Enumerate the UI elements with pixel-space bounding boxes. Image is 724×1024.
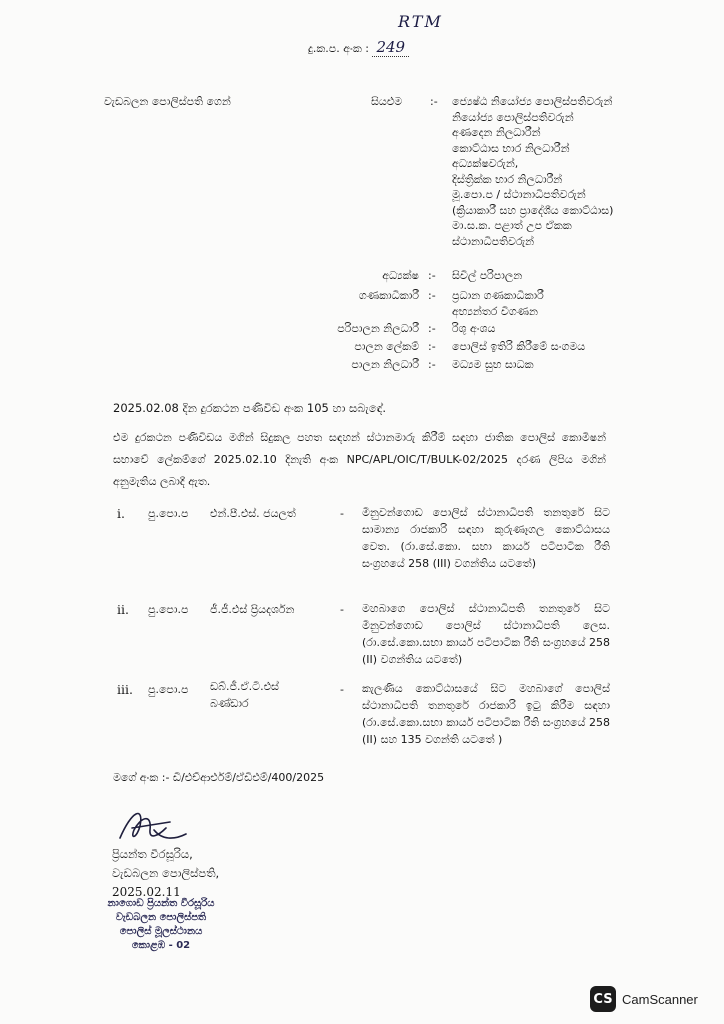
recipient: (ක්‍රියාකාරී සහ ප්‍රාදේශීය කොට්ඨාස): [452, 203, 614, 217]
signatory-title: වැඩබලන පොලිස්පති,: [112, 866, 220, 880]
to-label: සියළුම: [371, 95, 403, 108]
stamp-line: නාගොඩ ප්‍රියන්ත වීරසූරිය: [107, 898, 215, 909]
my-reference: මගේ අංක :- ඩී/එච්ආර්එම්/ඒඩීඑම්/400/2025: [113, 771, 325, 784]
recipient: මා.ස.ක. පළාත් උප ඒකක: [452, 219, 572, 232]
signatory-name: ප්‍රියන්ත වීරසූරිය,: [112, 847, 193, 861]
copy-value: අභ්‍යන්තර විගණන: [452, 305, 538, 318]
camscanner-watermark: [590, 986, 698, 1012]
handwritten-note: RTM: [398, 12, 443, 31]
reference-header: [308, 40, 409, 57]
reference-value: 249: [372, 38, 409, 57]
copy-label: ගණකාධිකාරී: [358, 289, 419, 302]
item-officer-name: එන්.පී.එස්. ජයලත්: [210, 507, 296, 520]
signature-block: [112, 845, 219, 902]
signature-mark: [110, 800, 200, 850]
copy-label: පාලන නිලධාරී: [351, 358, 419, 371]
item-number: i.: [117, 506, 125, 521]
body-paragraph: එම දුරකථන පණිවිඩය මගින් සිදුකල පහත සඳහන් ස්ථානමාරු කිරීම් සඳහා ජාතික පොලිස් කොමිෂන් සභාවේ ලේකම්ගේ 2025.02.10 දිනැති අංක NPC/APL/OIC/T/BULK-02/2025 දරණ ලිපිය මගින් අනුමැතිය ලබාදී ඇත.: [113, 431, 606, 488]
item-dash: -: [340, 683, 344, 696]
item-detail: කැලණිය කොට්ඨාසයේ සිට මහබාගේ පොලිස් ස්ථානාධිපති තනතුරේ රාජකාරි ඉටු කිරීම සඳහා (රා.සේ.කො.සභා කාර්ය පටිපාටික රීති සංග්‍රහයේ 258 (II) සහ 135 වගන්ති යටතේ ): [362, 682, 610, 746]
copy-colon: :-: [428, 322, 436, 335]
subject-line: 2025.02.08 දින දුරකථන පණිවිඩ අංක 105 හා සබැඳේ.: [113, 401, 387, 415]
camscanner-logo-icon: CS: [590, 986, 616, 1012]
item-number: ii.: [117, 602, 129, 617]
copy-colon: :-: [428, 289, 436, 302]
recipient: අණදෙන නිලධාරීන්: [452, 126, 541, 139]
recipient-list: [452, 94, 613, 249]
stamp-line: වැඩබලන පොලිස්පති: [115, 912, 207, 923]
item-officer-name: ඩබ්.ජී.ඒ.ටී.එස් බණ්ඩාර: [210, 680, 279, 710]
sender: වැඩබලන පොලිස්පති ගෙන්: [104, 95, 231, 108]
copy-value: සිවිල් පරිපාලන: [452, 269, 523, 282]
camscanner-label: CamScanner: [622, 991, 698, 1007]
recipient: කොට්ඨාස භාර නිලධාරීන්: [452, 141, 570, 155]
official-stamp: [96, 897, 226, 953]
item-dash: -: [340, 507, 344, 520]
item-rank: පු.පො.ප: [148, 683, 189, 696]
copy-colon: :-: [428, 340, 436, 353]
stamp-line: පොලිස් මූලස්ථානය: [119, 926, 203, 937]
stamp-line: කොළඹ - 02: [131, 940, 191, 951]
item-officer-name: ජී.ජී.එස් ප්‍රියදර්ශන: [210, 603, 295, 616]
copy-value: පොලිස් ඉතිරි කිරීමේ සංගමය: [452, 340, 586, 353]
item-rank: පු.පො.ප: [148, 507, 189, 520]
copy-colon: :-: [428, 358, 436, 371]
item-detail: මහබාගෙ පොලිස් ස්ථානාධිපති තනතුරේ සිට මීනුවන්ගොඩ පොලිස් ස්ථානාධිපති ලෙස. (රා.සේ.කො.සභා කාර්ය පටිපාටික රීති සංග්‍රහයේ 258 (II) වගන්තිය යටතේ): [362, 602, 610, 666]
item-detail: මීනුවන්ගොඩ පොලිස් ස්ථානාධිපති තනතුරේ සිට සාමාන්‍ය රාජකාරි සඳහා කුරුණෑගල කොට්ඨාසය වෙත. (රා.සේ.කො. සභා කාර්ය පටිපාටික රීති සංග්‍රහයේ 258 (III) වගන්තිය යටතේ): [362, 506, 610, 570]
signature-date: 2025.02.11: [112, 885, 181, 899]
recipient: මූ.පො.ප / ස්ථානාධිපතිවරුන්: [452, 188, 586, 201]
recipient: දිස්ත්‍රික්ක භාර නිලධාරීන්: [452, 172, 563, 186]
copy-colon: :-: [428, 269, 436, 282]
item-rank: පු.පො.ප: [148, 603, 189, 616]
copy-value: ප්‍රධාන ගණකාධිකාරී: [452, 289, 544, 302]
item-number: iii.: [117, 682, 133, 697]
copy-label: අධ්‍යක්ෂ: [382, 269, 419, 282]
recipient: ස්ථානාධිපතිවරුන්: [452, 234, 535, 248]
item-dash: -: [340, 603, 344, 616]
recipient: අධ්‍යක්ෂවරුන්,: [452, 157, 519, 170]
recipient: ජ්‍යෙෂ්ඨ නියෝජ්‍ය පොලිස්පතිවරුන්: [452, 95, 613, 108]
reference-label: දු.ක.ප. අංක :: [308, 42, 369, 55]
to-colon: :-: [430, 95, 438, 108]
copy-label: පරිපාලන නිලධාරී: [337, 322, 419, 335]
copy-value: රිශු අංශය: [452, 322, 496, 335]
copy-label: පාලන ලේකම්: [354, 340, 419, 353]
copy-value: මධ්‍යම සුභ සාධක: [452, 358, 534, 371]
recipient: නියෝජ්‍ය පොලිස්පතිවරුන්: [452, 110, 574, 124]
